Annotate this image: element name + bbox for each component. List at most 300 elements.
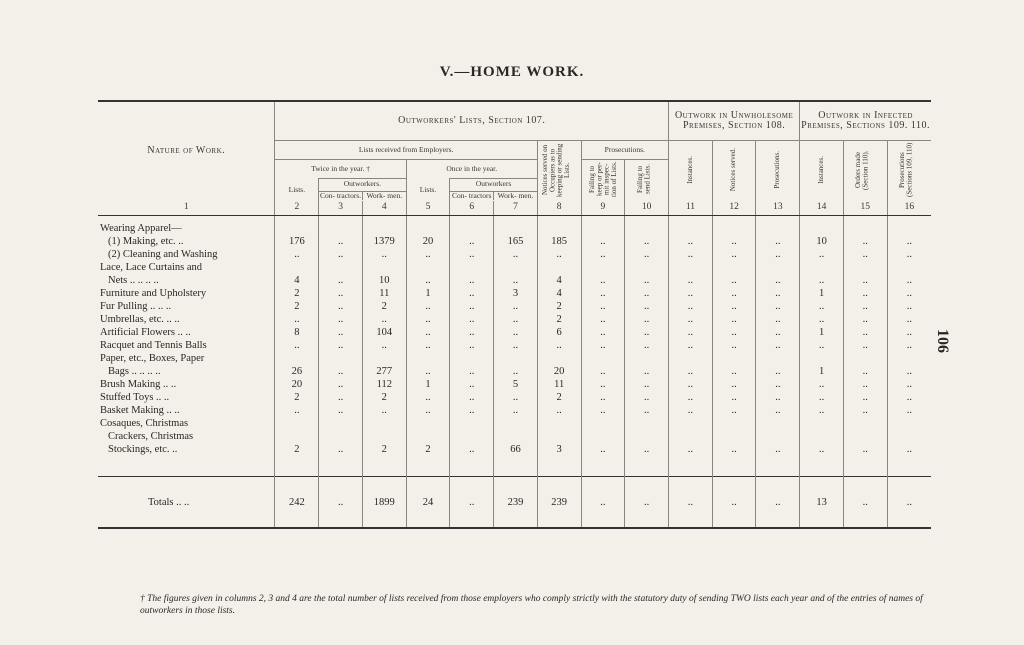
col-number: 3 bbox=[319, 201, 363, 216]
table-cell: .. bbox=[406, 248, 450, 261]
table-cell bbox=[800, 352, 844, 365]
spacer-cell bbox=[800, 456, 844, 477]
table-cell bbox=[406, 261, 450, 274]
table-cell bbox=[843, 352, 887, 365]
table-cell: .. bbox=[319, 235, 363, 248]
table-cell: 2 bbox=[537, 391, 581, 404]
spacer-cell bbox=[756, 456, 800, 477]
table-cell: .. bbox=[843, 235, 887, 248]
table-cell: 4 bbox=[537, 287, 581, 300]
table-cell: .. bbox=[712, 443, 756, 456]
table-row bbox=[98, 287, 931, 300]
table-row bbox=[98, 261, 931, 274]
table-row bbox=[98, 274, 931, 287]
row-label: Artificial Flowers .. .. bbox=[100, 327, 191, 338]
column-number-row bbox=[98, 201, 931, 216]
table-cell bbox=[319, 216, 363, 236]
table-cell: 2 bbox=[275, 391, 319, 404]
row-label: Basket Making .. .. bbox=[100, 405, 180, 416]
table-cell: .. bbox=[800, 300, 844, 313]
table-cell: .. bbox=[625, 391, 669, 404]
header-lists-twice: Lists. bbox=[275, 179, 319, 202]
totals-cell: 239 bbox=[494, 477, 538, 529]
table-cell: .. bbox=[625, 443, 669, 456]
table-cell: .. bbox=[450, 313, 494, 326]
table-cell: .. bbox=[275, 339, 319, 352]
table-cell: .. bbox=[887, 443, 931, 456]
table-cell bbox=[887, 216, 931, 236]
table-cell bbox=[275, 261, 319, 274]
table-cell: .. bbox=[319, 274, 363, 287]
table-cell: .. bbox=[843, 365, 887, 378]
table-cell: .. bbox=[319, 248, 363, 261]
table-cell bbox=[362, 352, 406, 365]
table-cell: .. bbox=[581, 443, 625, 456]
table-cell: .. bbox=[581, 339, 625, 352]
table-cell: .. bbox=[319, 365, 363, 378]
table-cell: .. bbox=[712, 339, 756, 352]
col-number: 8 bbox=[537, 201, 581, 216]
table-cell: .. bbox=[669, 248, 713, 261]
table-cell: .. bbox=[319, 339, 363, 352]
header-instances-108-text: Instances. bbox=[685, 156, 694, 184]
table-cell: .. bbox=[581, 404, 625, 417]
row-label: Bags .. .. .. .. bbox=[108, 366, 161, 377]
header-prosecutions-108 bbox=[756, 141, 800, 202]
totals-cell: .. bbox=[319, 477, 363, 529]
table-cell: .. bbox=[756, 287, 800, 300]
table-cell: 1379 bbox=[362, 235, 406, 248]
table-cell: 1 bbox=[800, 365, 844, 378]
table-cell: .. bbox=[625, 287, 669, 300]
table-cell: .. bbox=[275, 313, 319, 326]
row-label: Furniture and Upholstery bbox=[100, 288, 207, 299]
table-cell: .. bbox=[494, 300, 538, 313]
table-cell: .. bbox=[450, 287, 494, 300]
table-cell bbox=[319, 352, 363, 365]
table-cell: .. bbox=[887, 391, 931, 404]
table-cell: 2 bbox=[406, 443, 450, 456]
totals-cell: .. bbox=[669, 477, 713, 529]
spacer-cell bbox=[887, 456, 931, 477]
header-prosecutions-108-text: Prosecutions. bbox=[773, 151, 782, 189]
table-cell: .. bbox=[494, 404, 538, 417]
table-cell: .. bbox=[450, 300, 494, 313]
totals-cell: 24 bbox=[406, 477, 450, 529]
table-cell: .. bbox=[669, 365, 713, 378]
table-cell: 2 bbox=[275, 443, 319, 456]
table-cell bbox=[537, 352, 581, 365]
table-cell bbox=[756, 352, 800, 365]
row-label: Wearing Apparel— bbox=[100, 223, 182, 234]
table-cell bbox=[450, 417, 494, 430]
table-cell bbox=[537, 216, 581, 236]
table-cell: 2 bbox=[362, 443, 406, 456]
table-cell: .. bbox=[406, 274, 450, 287]
table-cell bbox=[275, 216, 319, 236]
table-cell: .. bbox=[450, 391, 494, 404]
table-cell bbox=[843, 430, 887, 443]
table-row bbox=[98, 417, 931, 430]
table-cell: .. bbox=[537, 248, 581, 261]
table-row bbox=[98, 216, 931, 236]
table-cell: .. bbox=[712, 313, 756, 326]
table-cell: 10 bbox=[362, 274, 406, 287]
table-cell bbox=[406, 216, 450, 236]
table-cell: .. bbox=[319, 313, 363, 326]
header-contractors-twice: Con- tractors. bbox=[319, 191, 362, 201]
table-cell: .. bbox=[406, 300, 450, 313]
totals-cell: .. bbox=[843, 477, 887, 529]
col-number: 7 bbox=[494, 201, 538, 216]
table-cell: .. bbox=[756, 404, 800, 417]
table-cell bbox=[319, 430, 363, 443]
header-outworkers-twice-sub bbox=[319, 192, 405, 200]
table-cell: .. bbox=[362, 404, 406, 417]
table-cell: .. bbox=[712, 365, 756, 378]
table-cell: .. bbox=[669, 235, 713, 248]
col-number: 5 bbox=[406, 201, 450, 216]
table-cell: .. bbox=[319, 287, 363, 300]
header-instances-109 bbox=[800, 141, 844, 202]
col-number: 10 bbox=[625, 201, 669, 216]
table-cell: .. bbox=[887, 274, 931, 287]
table-cell: .. bbox=[494, 391, 538, 404]
table-cell: 2 bbox=[275, 287, 319, 300]
header-prosecutions-109 bbox=[887, 141, 931, 202]
table-body bbox=[98, 216, 931, 529]
table-cell: .. bbox=[450, 339, 494, 352]
table-row bbox=[98, 378, 931, 391]
totals-cell: .. bbox=[756, 477, 800, 529]
table-cell bbox=[581, 352, 625, 365]
table-cell: .. bbox=[406, 313, 450, 326]
table-cell: .. bbox=[756, 300, 800, 313]
table-cell: .. bbox=[669, 404, 713, 417]
table-cell: .. bbox=[319, 326, 363, 339]
table-cell: .. bbox=[887, 248, 931, 261]
table-cell: .. bbox=[800, 274, 844, 287]
totals-label: Totals .. .. bbox=[98, 477, 275, 529]
table-cell bbox=[843, 216, 887, 236]
table-cell bbox=[494, 430, 538, 443]
table-row bbox=[98, 391, 931, 404]
table-cell: .. bbox=[887, 235, 931, 248]
table-cell: 104 bbox=[362, 326, 406, 339]
totals-cell: .. bbox=[450, 477, 494, 529]
table-cell: .. bbox=[406, 391, 450, 404]
table-cell bbox=[625, 430, 669, 443]
table-cell: .. bbox=[450, 235, 494, 248]
table-cell: .. bbox=[581, 235, 625, 248]
table-cell: .. bbox=[581, 391, 625, 404]
col-number: 13 bbox=[756, 201, 800, 216]
table-cell: .. bbox=[712, 235, 756, 248]
table-cell: 4 bbox=[275, 274, 319, 287]
col-number: 14 bbox=[800, 201, 844, 216]
table-cell bbox=[450, 216, 494, 236]
table-cell: .. bbox=[494, 274, 538, 287]
header-twice-in-year: Twice in the year. † bbox=[275, 160, 406, 179]
table-cell bbox=[537, 417, 581, 430]
totals-cell: .. bbox=[581, 477, 625, 529]
table-cell bbox=[406, 352, 450, 365]
table-cell: 20 bbox=[275, 378, 319, 391]
table-cell: .. bbox=[843, 443, 887, 456]
table-cell: .. bbox=[319, 404, 363, 417]
table-cell bbox=[669, 261, 713, 274]
table-cell: .. bbox=[581, 313, 625, 326]
table-cell: .. bbox=[887, 300, 931, 313]
table-cell: .. bbox=[406, 404, 450, 417]
table-cell bbox=[625, 417, 669, 430]
table-cell: 165 bbox=[494, 235, 538, 248]
table-cell: .. bbox=[319, 378, 363, 391]
table-cell bbox=[450, 352, 494, 365]
table-cell: .. bbox=[362, 248, 406, 261]
table-cell: 112 bbox=[362, 378, 406, 391]
table-cell: .. bbox=[800, 404, 844, 417]
spacer-cell bbox=[319, 456, 363, 477]
table-cell bbox=[756, 430, 800, 443]
col-number: 6 bbox=[450, 201, 494, 216]
table-cell: .. bbox=[887, 339, 931, 352]
spacer-row bbox=[98, 456, 931, 477]
header-instances-109-text: Instances. bbox=[816, 156, 825, 184]
table-cell bbox=[275, 430, 319, 443]
table-row bbox=[98, 326, 931, 339]
totals-cell: 242 bbox=[275, 477, 319, 529]
header-orders-made bbox=[843, 141, 887, 202]
table-cell: .. bbox=[319, 391, 363, 404]
table-cell: .. bbox=[756, 274, 800, 287]
header-orders-made-text: Orders made (Section 110). bbox=[854, 150, 870, 190]
table-cell: .. bbox=[625, 248, 669, 261]
header-outworkers-once-label: Outworkers bbox=[450, 180, 536, 192]
totals-cell: .. bbox=[625, 477, 669, 529]
table-row bbox=[98, 365, 931, 378]
table-cell: 6 bbox=[537, 326, 581, 339]
table-cell: .. bbox=[450, 378, 494, 391]
header-outworkers-once bbox=[450, 179, 537, 202]
table-cell: .. bbox=[712, 300, 756, 313]
table-cell: .. bbox=[800, 248, 844, 261]
table-cell bbox=[712, 261, 756, 274]
spacer-cell bbox=[406, 456, 450, 477]
header-prosecutions-group: Prosecutions. bbox=[581, 141, 669, 160]
row-label: (1) Making, etc. .. bbox=[108, 236, 184, 247]
table-cell: .. bbox=[756, 339, 800, 352]
row-label: Crackers, Christmas bbox=[108, 431, 194, 442]
home-work-table-container bbox=[98, 100, 931, 529]
table-cell: .. bbox=[406, 365, 450, 378]
table-cell: 176 bbox=[275, 235, 319, 248]
table-cell: .. bbox=[494, 339, 538, 352]
spacer-cell bbox=[537, 456, 581, 477]
table-cell: .. bbox=[581, 365, 625, 378]
table-cell: .. bbox=[887, 313, 931, 326]
table-cell: .. bbox=[756, 365, 800, 378]
table-cell bbox=[581, 261, 625, 274]
table-cell bbox=[887, 430, 931, 443]
table-cell: .. bbox=[450, 274, 494, 287]
header-prosecutions-109-text: Prosecutions (Sections 109, 110) bbox=[898, 142, 914, 198]
col-number: 4 bbox=[362, 201, 406, 216]
table-cell bbox=[756, 261, 800, 274]
table-cell: .. bbox=[712, 274, 756, 287]
table-cell bbox=[756, 216, 800, 236]
table-cell: 2 bbox=[362, 391, 406, 404]
table-cell: .. bbox=[625, 274, 669, 287]
table-cell bbox=[494, 261, 538, 274]
table-cell: 2 bbox=[275, 300, 319, 313]
table-cell: .. bbox=[625, 378, 669, 391]
table-cell: .. bbox=[800, 443, 844, 456]
table-cell bbox=[581, 417, 625, 430]
table-cell bbox=[275, 417, 319, 430]
table-cell: .. bbox=[669, 287, 713, 300]
row-label: Brush Making .. .. bbox=[100, 379, 177, 390]
spacer-cell bbox=[362, 456, 406, 477]
table-row bbox=[98, 443, 931, 456]
row-label: (2) Cleaning and Washing bbox=[108, 249, 218, 260]
table-cell: .. bbox=[669, 339, 713, 352]
table-cell bbox=[800, 430, 844, 443]
table-cell: .. bbox=[669, 300, 713, 313]
spacer-cell bbox=[494, 456, 538, 477]
header-failing-send bbox=[625, 160, 669, 202]
table-cell: .. bbox=[887, 326, 931, 339]
header-contractors-once: Con- tractors bbox=[452, 191, 492, 201]
table-cell bbox=[625, 352, 669, 365]
table-cell: .. bbox=[756, 443, 800, 456]
table-cell bbox=[362, 430, 406, 443]
table-cell: .. bbox=[669, 443, 713, 456]
table-cell: .. bbox=[450, 365, 494, 378]
row-label: Stockings, etc. .. bbox=[108, 444, 178, 455]
header-workmen-twice: Work- men. bbox=[362, 192, 406, 200]
header-workmen-once: Work- men. bbox=[493, 192, 537, 200]
table-cell: 1 bbox=[800, 287, 844, 300]
table-cell: .. bbox=[712, 287, 756, 300]
table-cell: .. bbox=[494, 326, 538, 339]
table-cell: .. bbox=[450, 404, 494, 417]
table-cell: .. bbox=[669, 274, 713, 287]
spacer-cell bbox=[450, 456, 494, 477]
table-cell: .. bbox=[843, 404, 887, 417]
header-outworkers-lists: Outworkers' Lists, Section 107. bbox=[275, 101, 669, 141]
table-cell: 3 bbox=[537, 443, 581, 456]
row-label: Umbrellas, etc. .. .. bbox=[100, 314, 180, 325]
table-cell bbox=[669, 352, 713, 365]
table-cell: .. bbox=[756, 248, 800, 261]
header-outworkers-once-sub bbox=[450, 192, 536, 200]
table-cell: .. bbox=[581, 300, 625, 313]
table-cell bbox=[843, 417, 887, 430]
table-cell: .. bbox=[669, 326, 713, 339]
table-cell bbox=[843, 261, 887, 274]
table-cell: .. bbox=[887, 404, 931, 417]
table-row bbox=[98, 404, 931, 417]
table-cell: .. bbox=[800, 391, 844, 404]
table-cell: .. bbox=[581, 274, 625, 287]
table-cell: 20 bbox=[537, 365, 581, 378]
table-cell: .. bbox=[625, 326, 669, 339]
table-cell: .. bbox=[887, 287, 931, 300]
spacer-cell bbox=[625, 456, 669, 477]
header-failing-keep-text: Failing to keep or per- mit inspec- tion of Lists. bbox=[587, 161, 618, 198]
table-row bbox=[98, 430, 931, 443]
table-cell: .. bbox=[756, 235, 800, 248]
table-cell: .. bbox=[712, 391, 756, 404]
totals-cell: .. bbox=[887, 477, 931, 529]
table-cell: .. bbox=[712, 248, 756, 261]
row-label: Paper, etc., Boxes, Paper bbox=[100, 353, 205, 364]
table-cell bbox=[494, 417, 538, 430]
table-row bbox=[98, 352, 931, 365]
table-cell bbox=[362, 417, 406, 430]
table-cell: .. bbox=[406, 326, 450, 339]
table-cell: .. bbox=[494, 313, 538, 326]
table-cell: .. bbox=[843, 287, 887, 300]
table-cell: .. bbox=[712, 404, 756, 417]
table-cell bbox=[669, 430, 713, 443]
table-row bbox=[98, 248, 931, 261]
table-cell: .. bbox=[494, 248, 538, 261]
col-number: 12 bbox=[712, 201, 756, 216]
table-cell bbox=[669, 216, 713, 236]
table-cell: 10 bbox=[800, 235, 844, 248]
spacer-cell bbox=[581, 456, 625, 477]
table-cell: .. bbox=[581, 326, 625, 339]
col-number: 16 bbox=[887, 201, 931, 216]
table-cell: .. bbox=[843, 391, 887, 404]
table-cell: .. bbox=[843, 274, 887, 287]
table-cell bbox=[712, 352, 756, 365]
table-cell: .. bbox=[712, 326, 756, 339]
table-cell: .. bbox=[537, 404, 581, 417]
table-cell bbox=[362, 261, 406, 274]
spacer-cell bbox=[98, 456, 275, 477]
row-label: Cosaques, Christmas bbox=[100, 418, 189, 429]
table-row bbox=[98, 313, 931, 326]
page-number: 106 bbox=[934, 329, 951, 353]
table-cell: .. bbox=[756, 378, 800, 391]
table-cell: 11 bbox=[362, 287, 406, 300]
table-cell bbox=[887, 352, 931, 365]
table-cell bbox=[800, 216, 844, 236]
table-cell: .. bbox=[843, 339, 887, 352]
table-cell: .. bbox=[843, 300, 887, 313]
header-lists-once: Lists. bbox=[406, 179, 450, 202]
table-cell: 26 bbox=[275, 365, 319, 378]
table-cell bbox=[537, 261, 581, 274]
table-cell bbox=[756, 417, 800, 430]
table-cell: 8 bbox=[275, 326, 319, 339]
table-cell: 277 bbox=[362, 365, 406, 378]
header-instances-108 bbox=[669, 141, 713, 202]
table-cell: .. bbox=[756, 313, 800, 326]
table-cell bbox=[712, 417, 756, 430]
header-notices-served-108 bbox=[712, 141, 756, 202]
table-cell bbox=[625, 261, 669, 274]
table-cell: 185 bbox=[537, 235, 581, 248]
table-cell bbox=[537, 430, 581, 443]
home-work-table bbox=[98, 100, 931, 529]
table-cell bbox=[669, 417, 713, 430]
col-number: 15 bbox=[843, 201, 887, 216]
header-infected-premises: Outwork in Infected Premises, Sections 109. 110. bbox=[800, 101, 931, 141]
